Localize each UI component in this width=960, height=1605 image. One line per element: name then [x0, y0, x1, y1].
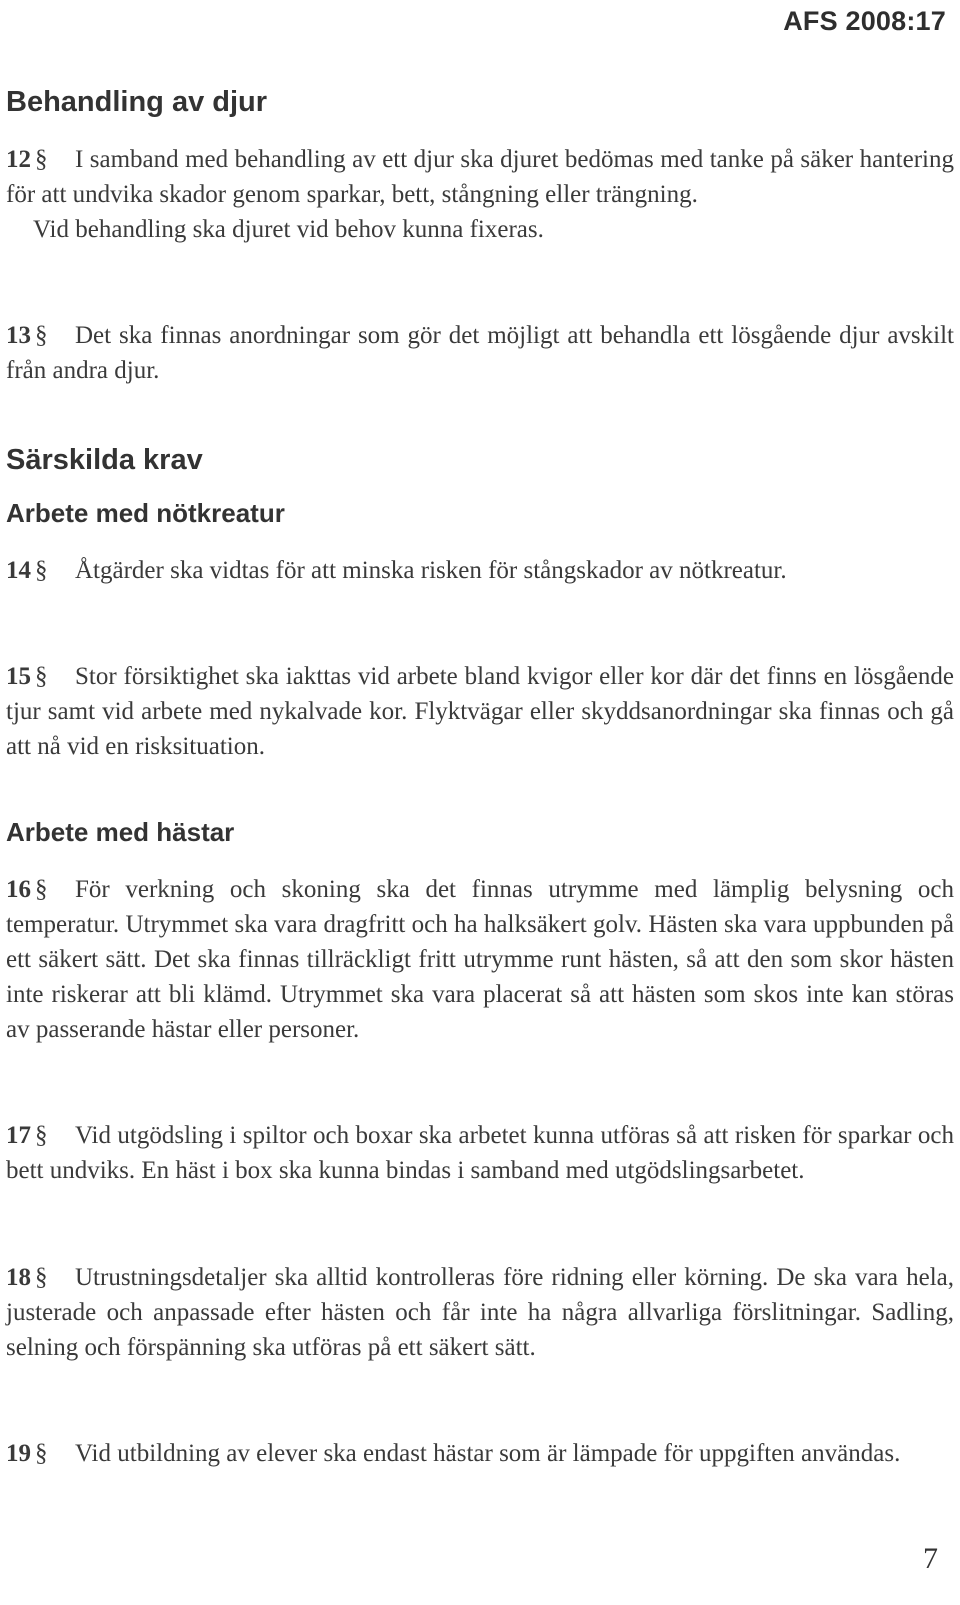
section-sign: §: [35, 663, 48, 690]
paragraph-text: För verkning och skoning ska det finnas utrymme med lämplig belysning och temperatur. Utrymmet ska vara dragfritt och ha halksäkert golv. Hästen ska vara uppbunden på ett säkert sätt. Det ska finnas tillräckligt fritt utrymme runt hästen, så att den som skor hästen inte riskerar att bli klämd. Utrymmet ska vara placerat så att hästen som skos inte kan störas av passerande hästar eller personer.: [6, 876, 954, 1043]
paragraph-number: 13: [6, 322, 31, 349]
heading-sarskilda-krav: Särskilda krav: [6, 444, 203, 476]
paragraph-text: Det ska finnas anordningar som gör det möjligt att behandla ett lösgående djur avskilt från andra djur.: [6, 322, 954, 384]
paragraph-16: [6, 872, 954, 1047]
paragraph-text: Åtgärder ska vidtas för att minska risken för stångskador av nötkreatur.: [75, 557, 787, 584]
paragraph-number: 17: [6, 1122, 31, 1149]
paragraph-18: [6, 1260, 954, 1365]
heading-arbete-med-notkreatur: Arbete med nötkreatur: [6, 498, 285, 528]
section-sign: §: [35, 1440, 48, 1467]
section-sign: §: [35, 876, 48, 903]
paragraph-15: [6, 659, 954, 764]
paragraph-text: Stor försiktighet ska iakttas vid arbete bland kvigor eller kor där det finns en lösgående tjur samt vid arbete med nykalvade kor. Flyktvägar eller skyddsanordningar ska finnas och gå att nå vid en risksituation.: [6, 663, 954, 760]
section-sign: §: [35, 146, 48, 173]
paragraph-17: [6, 1118, 954, 1188]
section-sign: §: [35, 1264, 48, 1291]
paragraph-text: Vid utgödsling i spiltor och boxar ska arbetet kunna utföras så att risken för sparkar och bett undviks. En häst i box ska kunna bindas i samband med utgödslingsarbetet.: [6, 1122, 954, 1184]
paragraph-text-continued: Vid behandling ska djuret vid behov kunna fixeras.: [33, 216, 544, 243]
paragraph-number: 16: [6, 876, 31, 903]
paragraph-14: [6, 553, 954, 588]
section-sign: §: [35, 557, 48, 584]
paragraph-number: 19: [6, 1440, 31, 1467]
paragraph-number: 14: [6, 557, 31, 584]
paragraph-text: Vid utbildning av elever ska endast hästar som är lämpade för uppgiften användas.: [75, 1440, 901, 1467]
paragraph-12: [6, 142, 954, 247]
paragraph-text: I samband med behandling av ett djur ska djuret bedömas med tanke på säker hantering för att undvika skador genom sparkar, bett, stångning eller trängning.: [6, 146, 954, 208]
document-id: AFS 2008:17: [783, 6, 946, 36]
heading-arbete-med-hastar: Arbete med hästar: [6, 817, 235, 847]
page-number: 7: [923, 1542, 938, 1575]
paragraph-number: 18: [6, 1264, 31, 1291]
paragraph-19: [6, 1436, 954, 1471]
paragraph-number: 12: [6, 146, 31, 173]
paragraph-text: Utrustningsdetaljer ska alltid kontrolleras före ridning eller körning. De ska vara hela, justerade och anpassade efter hästen och får inte ha några allvarliga förslitningar. Sadling, selning och förspänning ska utföras på ett säkert sätt.: [6, 1264, 954, 1361]
paragraph-number: 15: [6, 663, 31, 690]
paragraph-13: [6, 318, 954, 388]
heading-behandling-av-djur: Behandling av djur: [6, 86, 268, 118]
section-sign: §: [35, 1122, 48, 1149]
section-sign: §: [35, 322, 48, 349]
